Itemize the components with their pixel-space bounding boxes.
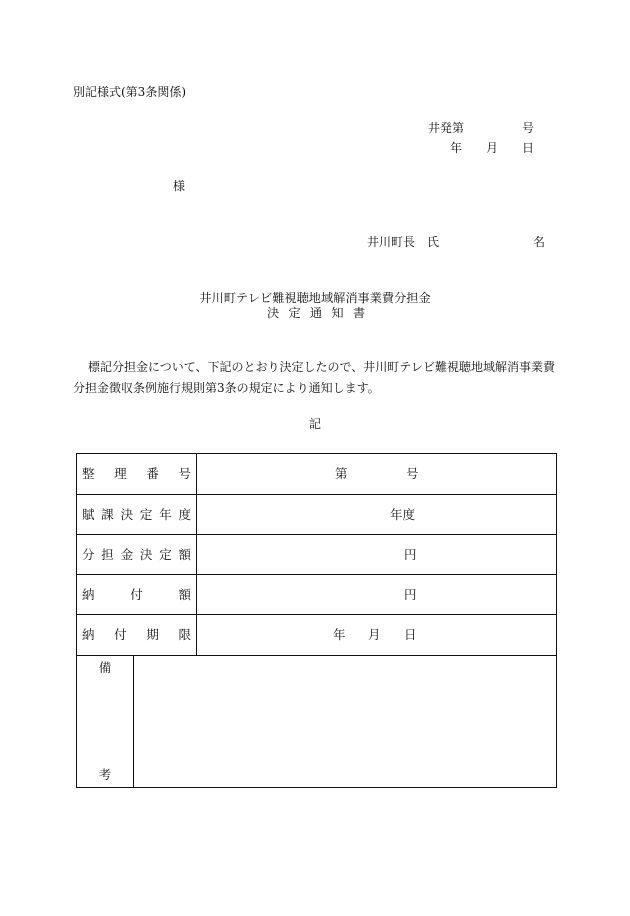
sender-title: 井川町長 <box>367 235 416 249</box>
spread-char: 賦 <box>82 506 95 522</box>
row-label-cell <box>77 575 197 614</box>
body-text-line2: 分担金徴収条例施行規則第3条の規定により通知します。 <box>73 381 380 395</box>
body-text-line1: 標記分担金について、下記のとおり決定したので、井川町テレビ難視聴地域解消事業費 <box>88 360 556 374</box>
issue-date-month: 月 <box>486 141 499 155</box>
spread-char: 付 <box>130 586 143 602</box>
table-row-payment-amount <box>77 575 556 615</box>
row-label <box>82 467 191 481</box>
spread-char: 担 <box>101 546 114 562</box>
table-row-assessment-year <box>77 495 556 535</box>
value-year: 年 <box>333 627 346 642</box>
table-row-reference-number <box>77 454 556 495</box>
remarks-label-top: 備 <box>98 660 112 675</box>
row-value-cell <box>197 615 556 655</box>
row-label-cell <box>77 495 197 534</box>
value-suffix: 号 <box>406 466 419 481</box>
spread-char: 定 <box>159 546 172 562</box>
row-value-cell <box>197 454 556 494</box>
spread-char: 書 <box>352 306 365 320</box>
row-label <box>82 548 191 562</box>
remarks-value-cell <box>134 656 556 787</box>
spread-char: 期 <box>146 627 159 642</box>
spread-char: 金 <box>120 546 134 562</box>
row-label <box>82 508 191 522</box>
row-value-cell <box>197 535 556 574</box>
issue-date-day: 日 <box>522 141 535 155</box>
spread-char: 額 <box>178 546 191 562</box>
record-heading: 記 <box>308 417 321 431</box>
form-label: 別記様式(第3条関係) <box>73 85 186 99</box>
spread-char: 定 <box>288 306 301 320</box>
spread-char: 年 <box>159 506 172 522</box>
details-table <box>76 453 557 788</box>
spread-char: 決 <box>267 306 280 320</box>
value-prefix: 第 <box>335 466 348 481</box>
remarks-label-cell <box>77 656 134 787</box>
spread-char: 号 <box>178 466 191 481</box>
issue-date-year: 年 <box>450 141 463 155</box>
row-label <box>82 588 191 602</box>
value-unit: 年度 <box>390 506 416 522</box>
row-label-cell <box>77 535 197 574</box>
issue-number-prefix: 井発第 <box>428 121 465 135</box>
spread-char: 定 <box>139 506 153 522</box>
row-value-cell <box>197 495 556 534</box>
spread-char: 度 <box>178 506 191 522</box>
spread-char: 納 <box>82 627 95 642</box>
table-row-remarks <box>77 656 556 787</box>
document-title-line1: 井川町テレビ難視聴地域解消事業費分担金 <box>199 291 431 305</box>
table-row-determined-amount <box>77 535 556 575</box>
row-label-cell <box>77 615 197 655</box>
value-day: 日 <box>404 627 417 642</box>
spread-char: 通 <box>309 306 323 320</box>
row-label-cell <box>77 454 197 494</box>
recipient-honorific: 様 <box>173 179 186 193</box>
issue-number-suffix: 号 <box>522 121 535 135</box>
spread-char: 知 <box>331 306 344 320</box>
spread-char: 整 <box>82 466 95 481</box>
spread-char: 額 <box>178 586 191 602</box>
document-title-line2 <box>267 306 365 320</box>
row-label <box>82 628 191 642</box>
spread-char: 番 <box>146 466 159 481</box>
remarks-label-bottom: 考 <box>98 767 112 782</box>
spread-char: 理 <box>114 466 127 481</box>
sender-name-suffix: 名 <box>533 235 546 249</box>
spread-char: 限 <box>178 627 191 642</box>
spread-char: 決 <box>120 506 134 522</box>
sender-name-prefix: 氏 <box>427 235 440 249</box>
row-value-cell <box>197 575 556 614</box>
spread-char: 課 <box>101 506 114 522</box>
value-unit: 円 <box>404 546 417 562</box>
spread-char: 付 <box>114 627 127 642</box>
value-unit: 円 <box>404 586 417 602</box>
value-month: 月 <box>368 627 381 642</box>
spread-char: 納 <box>82 586 95 602</box>
spread-char: 分 <box>82 546 95 562</box>
spread-char: 決 <box>139 546 153 562</box>
table-row-payment-deadline <box>77 615 556 656</box>
